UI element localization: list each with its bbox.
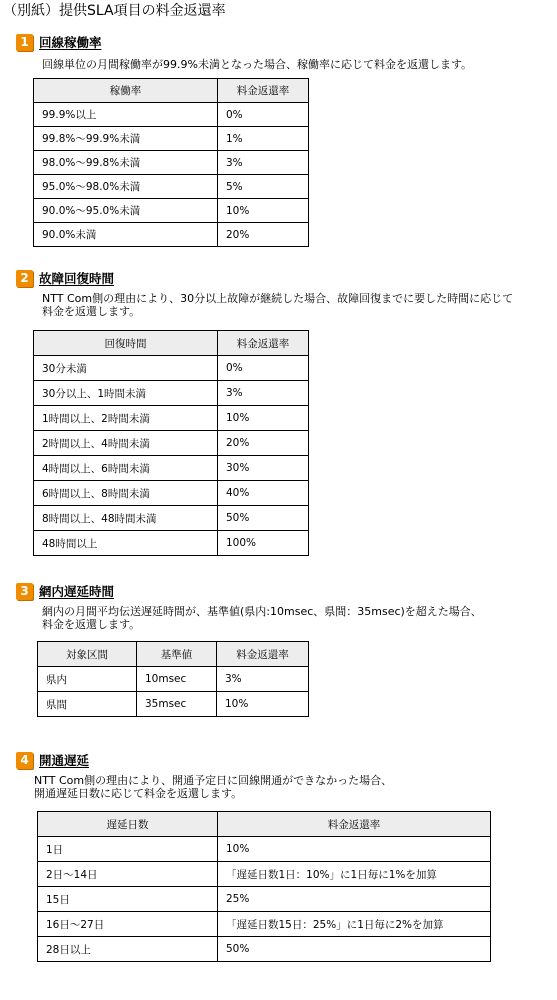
table-cell: 0%: [218, 356, 309, 381]
table-row: [38, 667, 309, 692]
table-row: [34, 103, 309, 127]
activation-delay-table: [37, 811, 491, 962]
latency-table: [37, 641, 309, 717]
table-cell: 28日以上: [38, 937, 218, 962]
table-header: 料金返還率: [217, 642, 309, 667]
table-cell: 20%: [218, 223, 309, 247]
table-row: [34, 456, 309, 481]
table-cell: 16日～27日: [38, 912, 218, 937]
table-cell: 100%: [218, 531, 309, 556]
table-cell: 99.8%～99.9%未満: [34, 127, 218, 151]
table-row: [38, 937, 491, 962]
table-row: [34, 223, 309, 247]
table-header: 回復時間: [34, 331, 218, 356]
table-cell: 3%: [217, 667, 309, 692]
table-cell: 10%: [218, 199, 309, 223]
table-cell: 48時間以上: [34, 531, 218, 556]
section-title: 開通遅延: [39, 753, 90, 768]
table-row: [34, 531, 309, 556]
table-header: 遅延日数: [38, 812, 218, 837]
table-cell: 30分以上、1時間未満: [34, 381, 218, 406]
table-row: [38, 887, 491, 912]
table-cell: 2時間以上、4時間未満: [34, 431, 218, 456]
table-cell: 「遅延日数15日：25%」に1日毎に2%を加算: [218, 912, 491, 937]
table-row: [38, 837, 491, 862]
table-row: [34, 199, 309, 223]
table-row: [34, 431, 309, 456]
table-cell: 5%: [218, 175, 309, 199]
section-title: 回線稼働率: [39, 35, 102, 50]
table-cell: 99.9%以上: [34, 103, 218, 127]
table-cell: 10%: [217, 692, 309, 717]
table-row: [38, 862, 491, 887]
section-number-badge: 3: [16, 583, 33, 600]
table-cell: 25%: [218, 887, 491, 912]
section-number-badge: 2: [16, 270, 33, 287]
table-header: 料金返還率: [218, 331, 309, 356]
table-cell: 95.0%～98.0%未満: [34, 175, 218, 199]
section-description: 回線単位の月間稼働率が99.9%未満となった場合、稼働率に応じて料金を返還します。: [42, 58, 473, 71]
table-cell: 15日: [38, 887, 218, 912]
table-cell: 10msec: [137, 667, 217, 692]
table-row: [34, 406, 309, 431]
table-header: 基準値: [137, 642, 217, 667]
table-cell: 1%: [218, 127, 309, 151]
table-cell: 4時間以上、6時間未満: [34, 456, 218, 481]
table-cell: 8時間以上、48時間未満: [34, 506, 218, 531]
table-cell: 10%: [218, 406, 309, 431]
table-row: [34, 127, 309, 151]
table-cell: 2日～14日: [38, 862, 218, 887]
section-description: 網内の月間平均伝送遅延時間が、基準値(県内:10msec、県間：35msec)を超えた場合、 料金を返還します。: [42, 605, 482, 631]
table-cell: 98.0%～99.8%未満: [34, 151, 218, 175]
page-title: （別紙）提供SLA項目の料金返還率: [3, 3, 226, 19]
table-cell: 県間: [38, 692, 137, 717]
table-cell: 3%: [218, 381, 309, 406]
table-row: [34, 151, 309, 175]
table-cell: 40%: [218, 481, 309, 506]
table-header: 稼働率: [34, 79, 218, 103]
table-cell: 6時間以上、8時間未満: [34, 481, 218, 506]
table-header: 対象区間: [38, 642, 137, 667]
table-cell: 30%: [218, 456, 309, 481]
table-cell: 90.0%未満: [34, 223, 218, 247]
table-cell: 35msec: [137, 692, 217, 717]
table-cell: 3%: [218, 151, 309, 175]
table-cell: 「遅延日数1日：10%」に1日毎に1%を加算: [218, 862, 491, 887]
table-row: [34, 481, 309, 506]
table-cell: 10%: [218, 837, 491, 862]
table-row: [34, 356, 309, 381]
table-header: 料金返還率: [218, 79, 309, 103]
table-cell: 1時間以上、2時間未満: [34, 406, 218, 431]
table-cell: 90.0%～95.0%未満: [34, 199, 218, 223]
section-number-badge: 1: [16, 34, 33, 51]
section-title: 網内遅延時間: [39, 584, 115, 599]
table-cell: 0%: [218, 103, 309, 127]
table-row: [34, 381, 309, 406]
table-cell: 県内: [38, 667, 137, 692]
table-row: [34, 506, 309, 531]
table-cell: 20%: [218, 431, 309, 456]
table-cell: 50%: [218, 506, 309, 531]
table-cell: 30分未満: [34, 356, 218, 381]
table-row: [38, 692, 309, 717]
table-cell: 1日: [38, 837, 218, 862]
table-cell: 50%: [218, 937, 491, 962]
table-row: [38, 912, 491, 937]
section-number-badge: 4: [16, 752, 33, 769]
table-header: 料金返還率: [218, 812, 491, 837]
section-description: NTT Com側の理由により、開通予定日に回線開通ができなかった場合、 開通遅延日数に応じて料金を返還します。: [34, 774, 393, 800]
section-description: NTT Com側の理由により、30分以上故障が継続した場合、故障回復までに要した時間に応じて 料金を返還します。: [42, 292, 514, 318]
table-row: [34, 175, 309, 199]
section-title: 故障回復時間: [39, 271, 115, 286]
recovery-time-table: [33, 330, 309, 556]
availability-table: [33, 78, 309, 247]
